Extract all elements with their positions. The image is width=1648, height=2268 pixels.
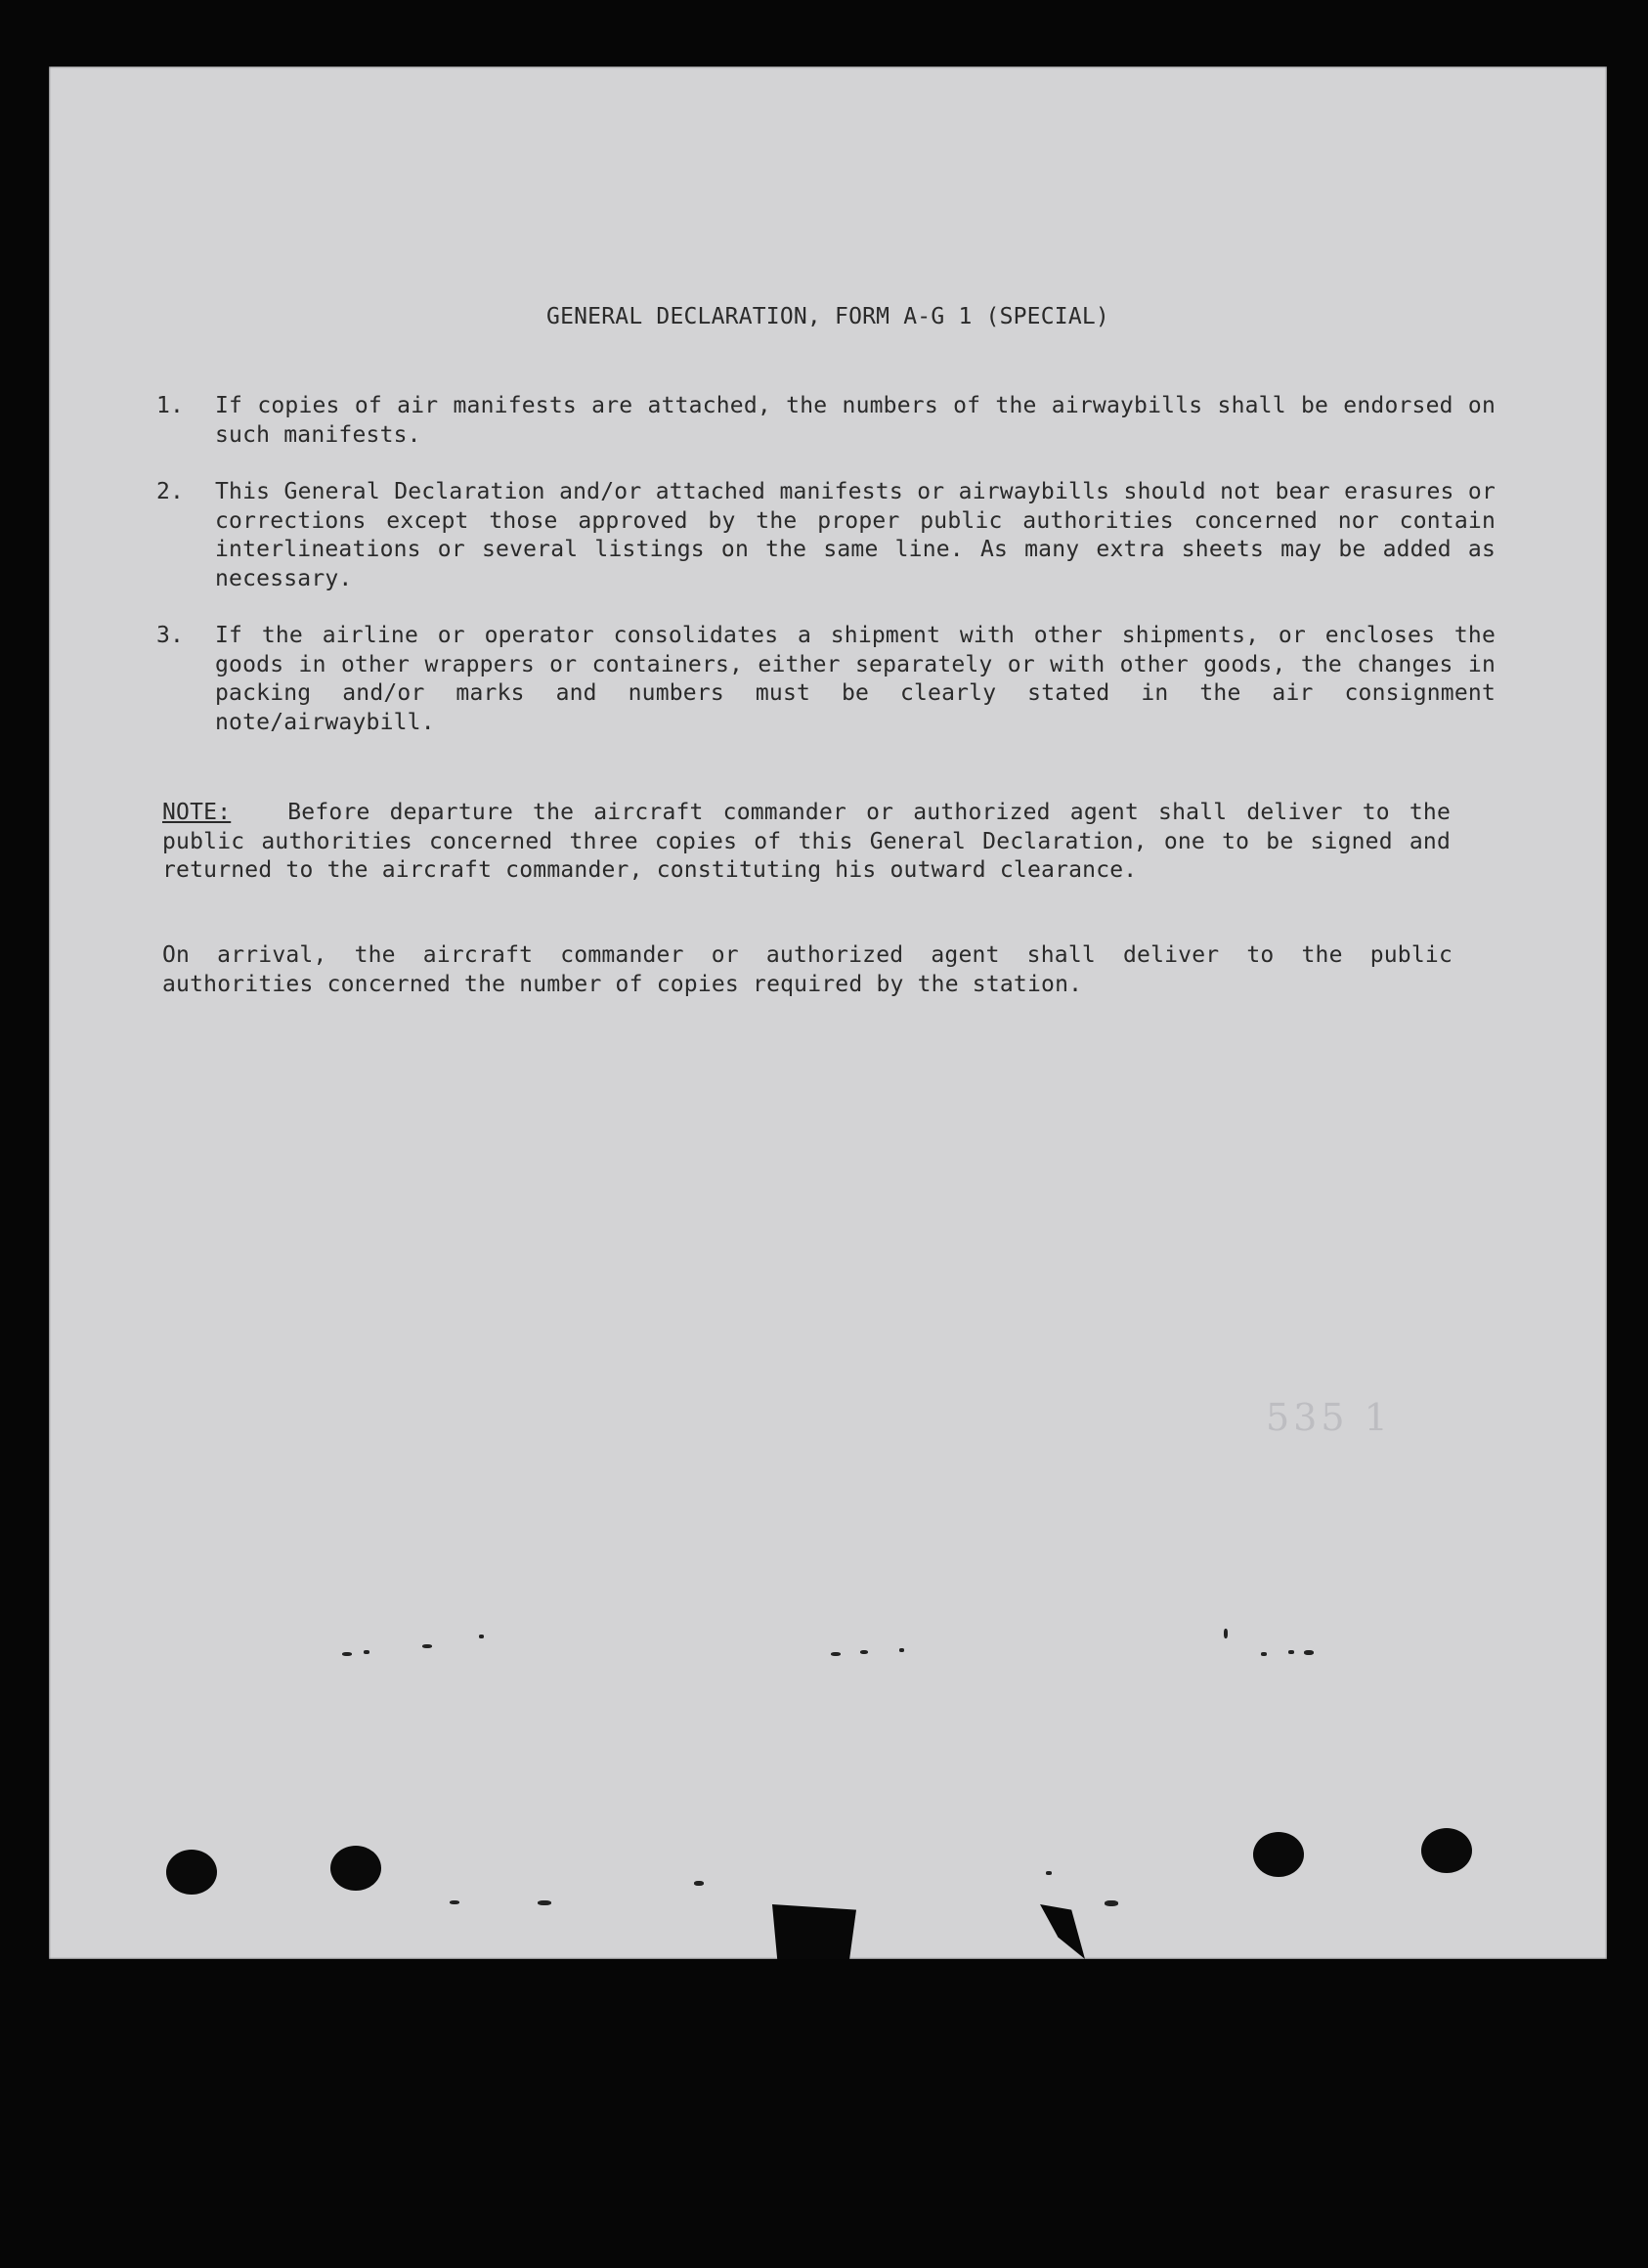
toner-speck [860,1650,868,1654]
torn-notch [1040,1904,1085,1959]
toner-speck [831,1652,841,1656]
faint-stamp-mark: 535 1 [1266,1396,1392,1439]
punch-hole [330,1846,381,1891]
arrival-paragraph: On arrival, the aircraft commander or authorized agent shall deliver to the public authorities concerned the number of copies required by the station. [162,942,1453,997]
toner-speck [1046,1871,1052,1875]
toner-speck [479,1635,484,1638]
toner-speck [899,1648,904,1652]
document-title: GENERAL DECLARATION, FORM A-G 1 (SPECIAL) [546,304,1109,329]
toner-speck [1288,1650,1294,1654]
punch-hole [166,1850,217,1895]
item-number: 1. [156,393,185,418]
note-paragraph [162,799,1451,886]
punch-hole [1253,1832,1304,1877]
toner-speck [422,1644,432,1648]
item-text: If the airline or operator consolidates a shipment with other shipments, or encloses the goods in other wrappers or containers, either separately or with other goods, the changes in packing and/or marks and numbers must be clearly stated in the air consignment note/airwaybill. [215,623,1496,735]
toner-speck [538,1900,551,1905]
punch-hole [1421,1828,1472,1873]
item-number: 2. [156,479,185,504]
note-label: NOTE: [162,800,232,825]
toner-speck [1105,1900,1118,1906]
note-text: Before departure the aircraft commander or authorized agent shall deliver to the public authorities concerned three copies of this General Declaration, one to be signed and returned to the aircraft commander, constituting his outward clearance. [162,800,1451,883]
toner-speck [450,1900,459,1904]
toner-speck [1261,1652,1267,1656]
item-text: If copies of air manifests are attached, the numbers of the airwaybills shall be endorsed on such manifests. [215,393,1496,448]
torn-notch [772,1904,856,1959]
toner-speck [694,1881,704,1886]
item-number: 3. [156,623,185,648]
toner-speck [1224,1629,1228,1638]
toner-speck [364,1650,369,1654]
document-page [49,66,1607,1959]
toner-speck [342,1652,352,1656]
toner-speck [1304,1650,1314,1655]
item-text: This General Declaration and/or attached manifests or airwaybills should not bear erasures or corrections except those approved by the proper public authorities concerned nor contain interlineations or several listings on the same line. As many extra sheets may be added as necessary. [215,479,1496,591]
